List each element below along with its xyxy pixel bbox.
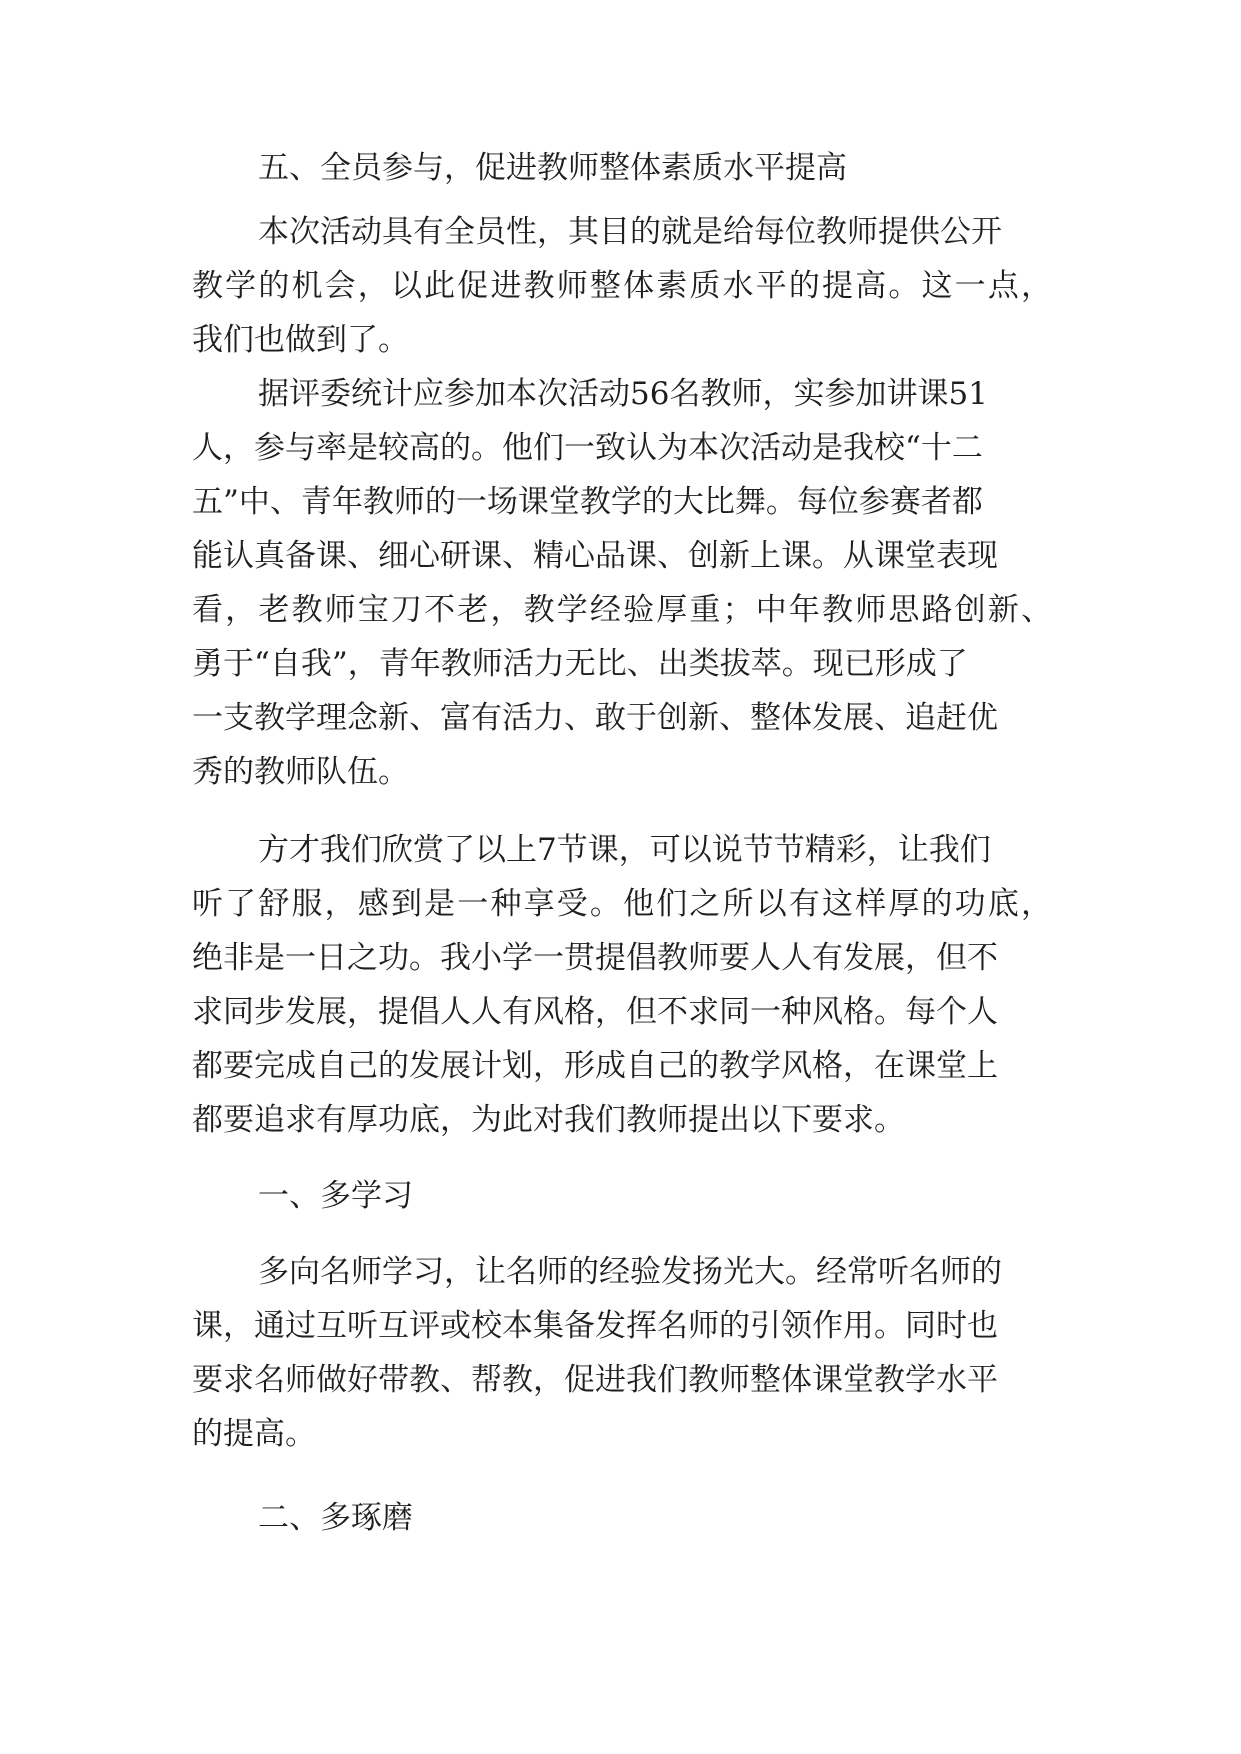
paragraph-line: 勇于“自我”，青年教师活力无比、出类拔萃。现已形成了	[192, 646, 968, 682]
paragraph-line: 方才我们欣赏了以上7节课，可以说节节精彩，让我们	[258, 832, 991, 868]
paragraph-line: 我们也做到了。	[192, 322, 409, 358]
paragraph-line: 听了舒服，感到是一种享受。他们之所以有这样厚的功底，	[192, 886, 1052, 922]
paragraph-line: 要求名师做好带教、帮教，促进我们教师整体课堂教学水平	[192, 1362, 998, 1398]
paragraph-line: 据评委统计应参加本次活动56名教师，实参加讲课51	[258, 376, 988, 412]
paragraph-line: 求同步发展，提倡人人有风格，但不求同一种风格。每个人	[192, 994, 998, 1030]
paragraph-line: 能认真备课、细心研课、精心品课、创新上课。从课堂表现	[192, 538, 998, 574]
section-heading: 一、多学习	[258, 1178, 413, 1214]
paragraph-line: 都要追求有厚功底，为此对我们教师提出以下要求。	[192, 1102, 905, 1138]
paragraph-line: 看，老教师宝刀不老，教学经验厚重；中年教师思路创新、	[192, 592, 1052, 628]
paragraph-line: 人，参与率是较高的。他们一致认为本次活动是我校“十二	[192, 430, 983, 466]
paragraph-line: 五”中、青年教师的一场课堂教学的大比舞。每位参赛者都	[192, 484, 983, 520]
section-heading: 二、多琢磨	[258, 1500, 413, 1536]
section-heading: 五、全员参与，促进教师整体素质水平提高	[258, 150, 847, 186]
paragraph-line: 秀的教师队伍。	[192, 754, 409, 790]
paragraph-line: 绝非是一日之功。我小学一贯提倡教师要人人有发展，但不	[192, 940, 998, 976]
paragraph-line: 一支教学理念新、富有活力、敢于创新、整体发展、追赶优	[192, 700, 998, 736]
paragraph-line: 课，通过互听互评或校本集备发挥名师的引领作用。同时也	[192, 1308, 998, 1344]
paragraph-line: 都要完成自己的发展计划，形成自己的教学风格，在课堂上	[192, 1048, 998, 1084]
paragraph-line: 的提高。	[192, 1416, 316, 1452]
paragraph-line: 多向名师学习，让名师的经验发扬光大。经常听名师的	[258, 1254, 1002, 1290]
paragraph-line: 本次活动具有全员性，其目的就是给每位教师提供公开	[258, 214, 1002, 250]
paragraph-line: 教学的机会，以此促进教师整体素质水平的提高。这一点，	[192, 268, 1052, 304]
